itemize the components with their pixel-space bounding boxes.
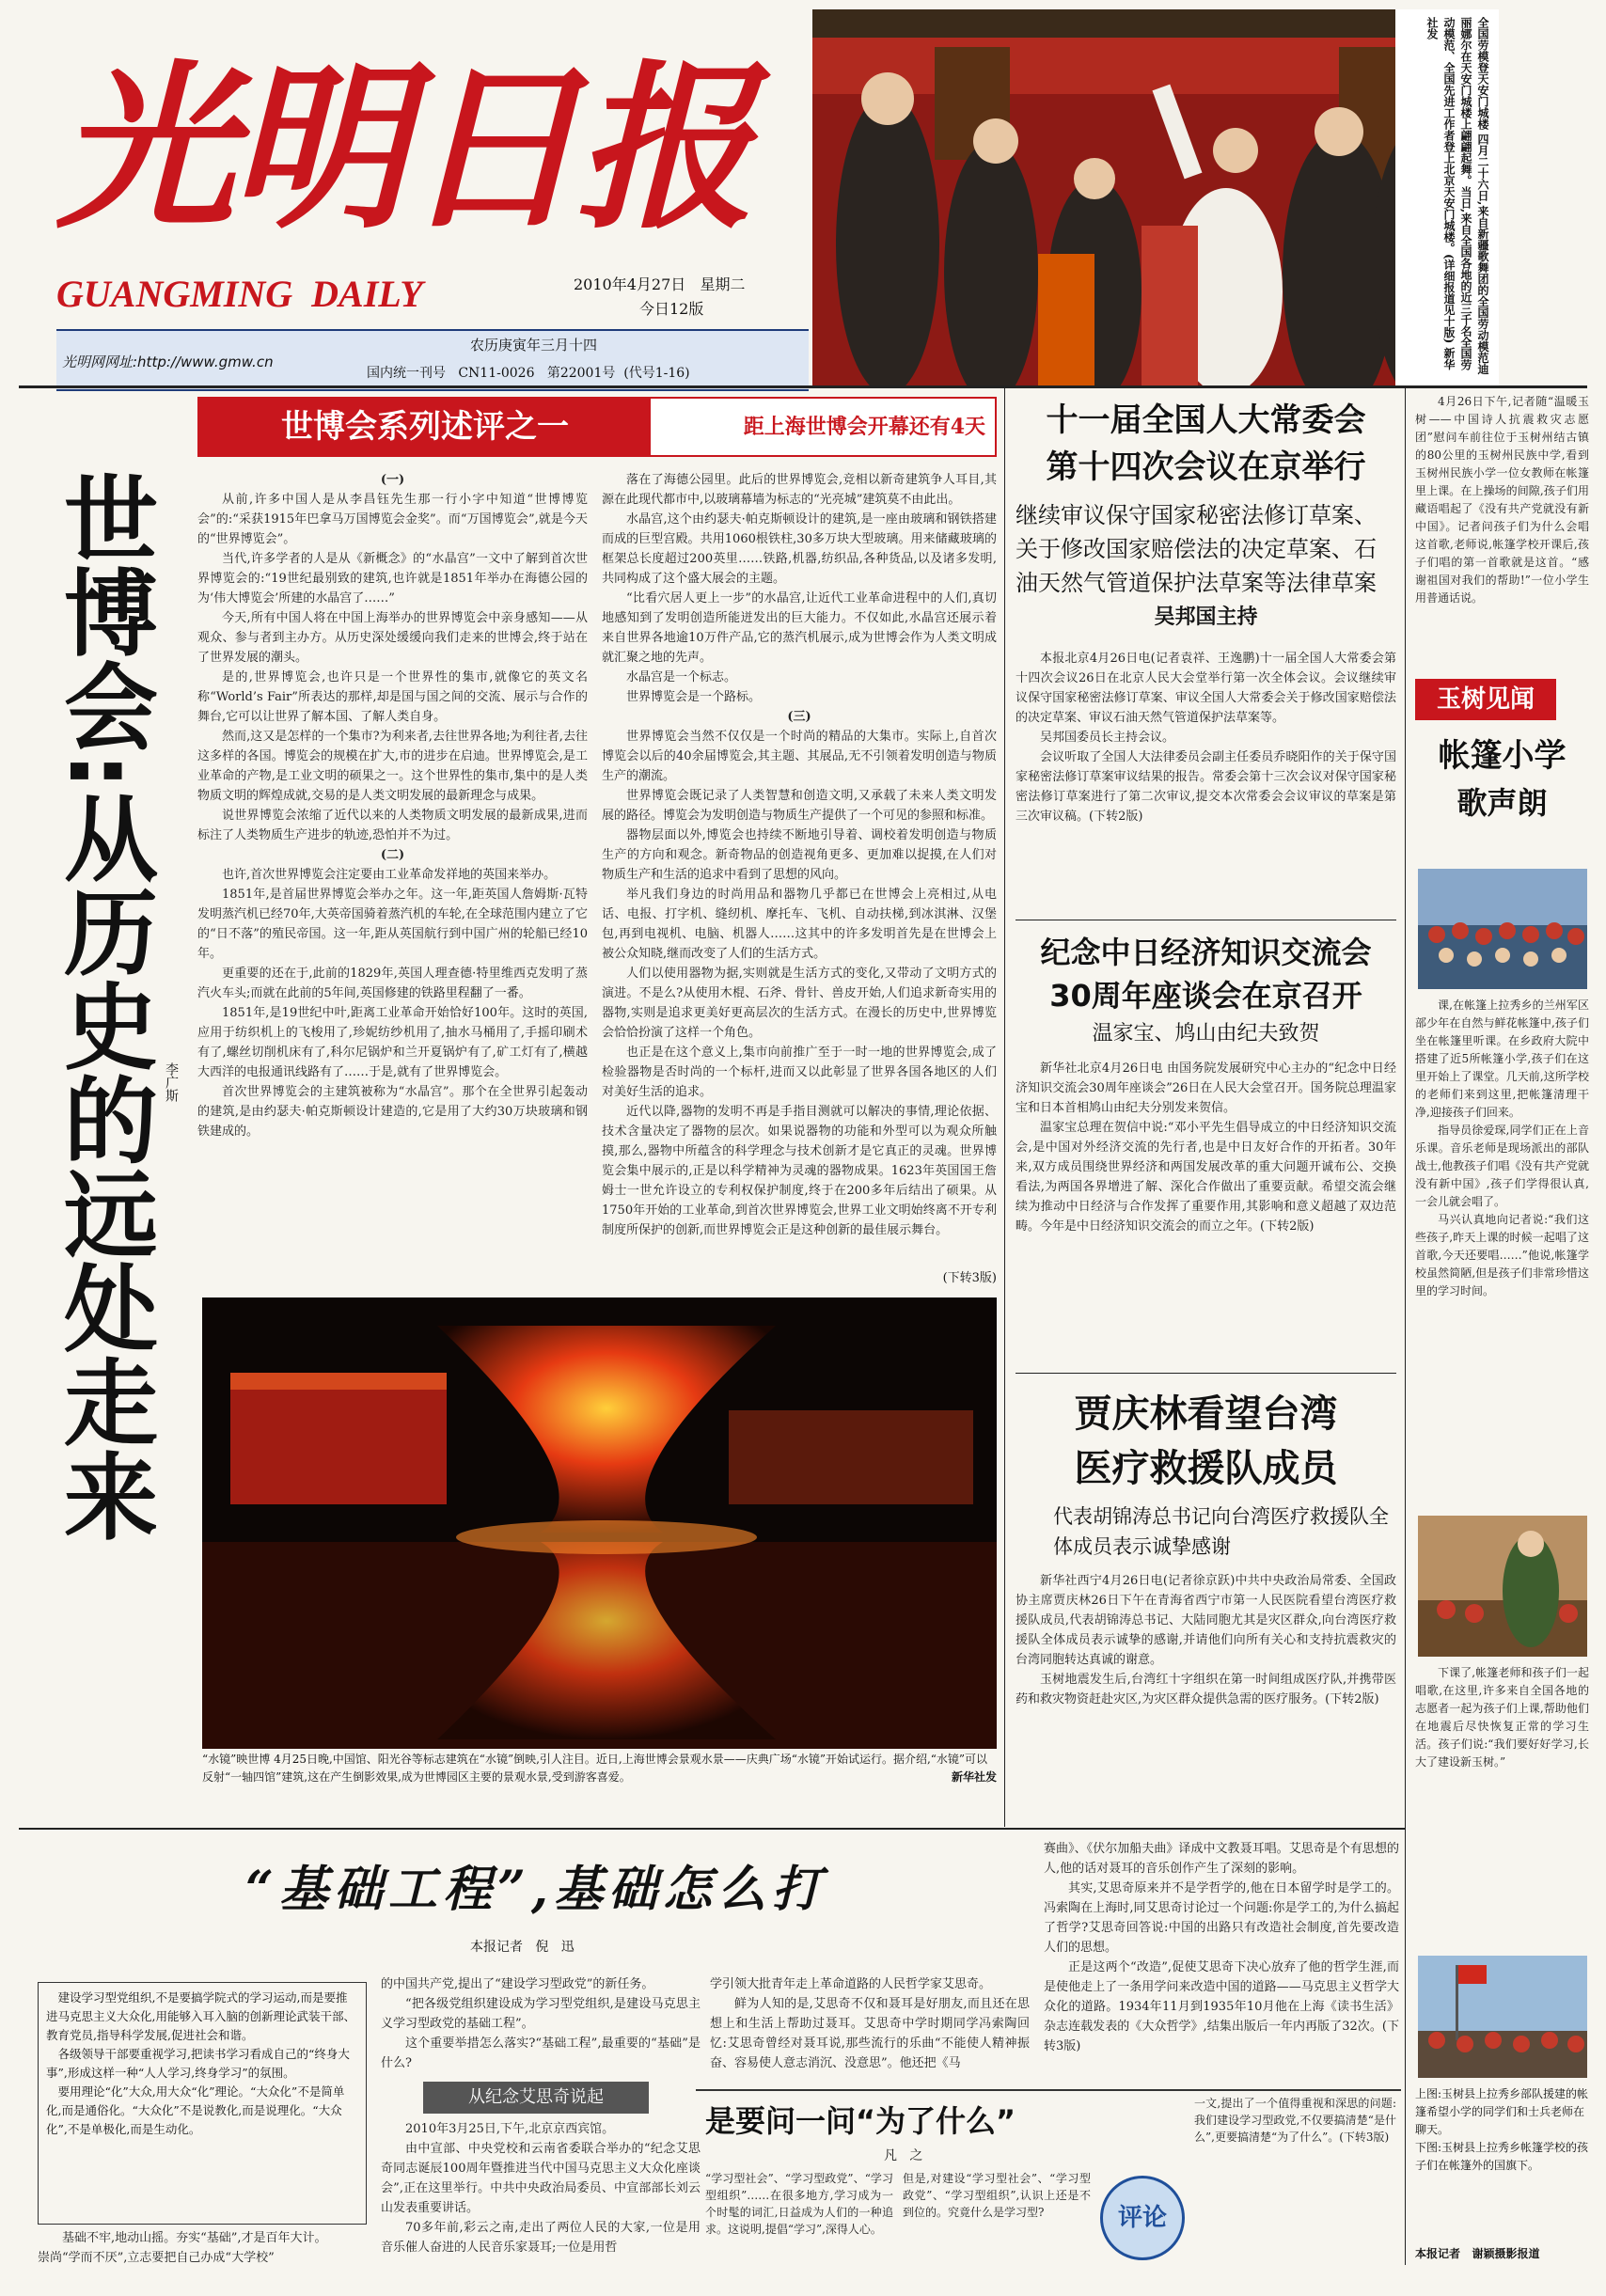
- caption-text: “水镜”映世博 4月25日晚,中国馆、阳光谷等标志建筑在“水镜”倒映,引人注目。近日,上海世博会景观水景——庆典广场“水镜”开始试运行。据介绍,“水镜”可以反射“一轴四馆”建筑,这在产生倒影效果,成为世博园区主要的景观水景,受到游客喜爱。: [202, 1753, 988, 1784]
- yushu-intro: [1415, 393, 1589, 670]
- paragraph: 4月26日下午,记者随“温暖玉树——中国诗人抗震救灾志愿团”慰问车前往位于玉树州结古镇的80公里的玉树州民族中学,看到玉树州民族小学一位女教师在帐篷里上课。在上操场的间隙,孩子们用藏语唱起了《没有共产党就没有新中国》。记者问孩子们为什么会唱这首歌,老师说,帐篷学校开课后,孩子们唱的第一首歌就是这首。“感谢祖国对我们的帮助!”一位小学生用普通话说。: [1415, 395, 1589, 605]
- sj-headline-1: 纪念中日经济知识交流会: [1040, 935, 1372, 970]
- commentary-col-3: 一文,提出了一个值得重视和深思的问题:我们建设学习型政党,不仅要搞清楚“是什么”,更要搞清楚“为了什么”。(下转3版): [1194, 2097, 1396, 2144]
- paragraph: 是的,世界博览会,也许只是一个世界性的集市,就像它的英文名称“World’s Fair”所表达的那样,却是国与国之间的交流、展示与合作的舞台,它可以让世界了解本国、了解人类自身。: [197, 670, 588, 724]
- website-link[interactable]: 光明网网址:http://www.gmw.cn: [62, 354, 274, 370]
- paragraph: 鲜为人知的是,艾思奇不仅和聂耳是好朋友,而且还在思想上和生活上帮助过聂耳。艾思奇中学时期同学冯索陶回忆:艾思奇曾经对聂耳说,那些流行的乐曲“不能使人精神振奋、容易使人意志消沉、没意思”。他还把《马: [710, 1997, 1030, 2070]
- top-photo: [812, 9, 1499, 385]
- badge-text: 评论: [1117, 2204, 1167, 2232]
- masthead-logo: 光明日报: [56, 43, 749, 253]
- lunar-date: 农历庚寅年三月十四: [470, 337, 598, 354]
- paragraph: 赛曲》、《伏尔加船夫曲》译成中文教聂耳唱。艾思奇是个有思想的人,他的话对聂耳的音乐创作产生了深刻的影响。: [1044, 1842, 1399, 1876]
- masthead: [19, 17, 809, 431]
- npc-subhead: 继续审议保守国家秘密法修订草案、关于修改国家赔偿法的决定草案、石油天然气管道保护法草案等法律草案: [1016, 502, 1377, 596]
- commentary-col-1: “学习型社会”、“学习型政党”、“学习型组织”……在很多地方,学习成为一个时髦的词汇,日益成为人们的一种追求。这说明,提倡“学习”,深得人心。: [705, 2172, 893, 2236]
- jichu-column-2b: [381, 2119, 701, 2270]
- paragraph: 本报北京4月26日电(记者袁祥、王逸鹏)十一届全国人大常委会第十四次会议26日在北京人民大会堂举行第一次全体会议。会议继续审议保守国家秘密法修订草案、审议全国人大常委会关于修改国家赔偿法的决定草案、审议石油天然气管道保护法草案等。: [1016, 652, 1396, 725]
- expo-continued: (下转3版): [903, 1267, 997, 1286]
- countdown: 距上海世博会开幕还有4天: [743, 415, 985, 439]
- npc-headline-1: 十一届全国人大常委会: [1046, 401, 1366, 439]
- paragraph: 吴邦国委员长主持会议。: [1040, 731, 1175, 745]
- paragraph: 学引领大批青年走上革命道路的人民哲学家艾思奇。: [710, 1977, 992, 1991]
- paragraph: 其实,艾思奇原来并不是学哲学的,他在日本留学时是学工的。冯索陶在上海时,同艾思奇讨论过一个问题:你是学工的,为什么搞起了哲学?艾思奇回答说:中国的出路只有改造社会制度,首先要改造人们的思想。: [1044, 1881, 1399, 1955]
- top-photo-caption: 全国劳模登天安门城楼 四月二十六日,来自新疆歌舞团的全国劳动模范迪丽娜尔在天安门城楼上翩翩起舞。当日,来自全国各地的近三千名全国劳动模范、全国先进工作者登上北京天安门城楼。(详细报道见十版) 新华社发: [1395, 9, 1499, 385]
- paragraph: 玉树地震发生后,台湾红十字组织在第一时间组成医疗队,并携带医药和救灾物资赶赴灾区,为灾区群众提供急需的医疗服务。(下转2版): [1016, 1673, 1396, 1706]
- expo-column-2: [602, 470, 997, 1288]
- paragraph: 水晶宫是一个标志。: [626, 670, 737, 684]
- photo-credit: 新华社发: [951, 1770, 997, 1784]
- paragraph: 首次世界博览会的主建筑被称为“水晶宫”。那个在全世界引起轰动的建筑,是由约瑟夫·帕克斯顿设计建造的,它是用了大约30万块玻璃和钢铁建成的。: [197, 1085, 588, 1139]
- paragraph: 世界博览会既记录了人类智慧和创造文明,又承载了未来人类文明发展的路径。博览会为发明创造与物质生产提供了一个可见的参照和标准。: [602, 789, 997, 823]
- flag-children-photo: [1418, 1956, 1587, 2078]
- jichu-headline: “基础工程”,基础怎么打: [245, 1861, 827, 1918]
- issue-date: 2010年4月27日 星期二: [574, 275, 746, 293]
- paragraph: 也许,首次世界博览会注定要由工业革命发祥地的英国来举办。: [222, 868, 557, 882]
- npc-presider: 吴邦国主持: [1154, 605, 1258, 629]
- paragraph: 1851年,是首届世界博览会举办之年。这一年,距英国人詹姆斯·瓦特发明蒸汽机已经70年,大英帝国骑着蒸汽机的车轮,在全球范围内建立了它的“日不落”的殖民帝国。这一年,距从英国航行到中国广州的轮船已经10年。: [197, 888, 588, 961]
- rule-lower-section: [19, 1828, 1405, 1830]
- jichu-byline: 本报记者 倪 迅: [470, 1940, 575, 1955]
- jichu-highlights-box: [38, 1982, 367, 2225]
- highlight-item: 建设学习型党组织,不是要搞学院式的学习运动,而是要推进马克思主义大众化,用能够入耳入脑的创新理论武装干部、教育党员,指导科学发展,促进社会和谐。: [46, 1990, 355, 2042]
- paragraph: 从前,许多中国人是从李昌钰先生那一行小字中知道“世博博览会”的:“采获1915年巴拿马万国博览会金奖”。而“万国博览会”,就是今天的“世界博览会”。: [197, 493, 588, 546]
- paragraph: 人们以使用器物为据,实则就是生活方式的变化,又带动了文明方式的演进。不是么?从使用木棍、石斧、骨针、兽皮开始,人们追求新奇实用的器物,实则是追求更美好更高层次的生活方式。在漫长的历史中,世界博览会恰恰扮演了这样一个角色。: [602, 967, 997, 1040]
- paragraph: 也正是在这个意义上,集市向前推广至于一时一地的世界博览会,成了检验器物是否时尚的一个标杆,进而又以此彰显了世界各国各地区的人们对美好生活的追求。: [602, 1046, 997, 1099]
- paragraph: 器物层面以外,博览会也持续不断地引导着、调校着发明创造与物质生产的方向和观念。新奇物品的创造视角更多、更加难以捉摸,在人们对物质生产和生活的追求中看到了思想的风向。: [602, 828, 997, 882]
- yushu-photo-top: [1418, 869, 1587, 989]
- yushu-body: [1415, 997, 1589, 1509]
- rule-under-masthead: [19, 385, 1587, 388]
- rule-news-column: [1004, 388, 1005, 1827]
- paragraph: 由中宣部、中央党校和云南省委联合举办的“纪念艾思奇同志诞辰100周年暨推进当代中国马克思主义大众化座谈会”,正在这里举行。中共中央政治局委员、中宣部部长刘云山发表重要讲话。: [381, 2142, 701, 2215]
- yushu-photo-bottom: [1418, 1956, 1587, 2078]
- jichu-column-2: [381, 1974, 701, 2078]
- highlight-item: 要用理论“化”大众,用大众“化”理论。“大众化”不是简单化,而是通俗化。“大众化”不是说教化,而是说理化。“大众化”,不是单极化,而是生动化。: [46, 2084, 345, 2136]
- issn-line: 国内统一刊号 CN11-0026 第22001号 (代号1-16): [367, 366, 690, 381]
- paragraph: 1851年,是19世纪中叶,距离工业革命开始恰好100年。这时的英国,应用于纺织机上的飞梭用了,珍妮纺纱机用了,抽水马桶用了,手摇印刷术有了,螺丝切削机床有了,科尔尼锅炉和兰开夏锅炉有了,矿工灯有了,横越大西洋的电报通讯线路有了……于是,就有了世界博览会。: [197, 1006, 588, 1079]
- rule-sj: [1016, 1373, 1396, 1374]
- yushu-photo-mid: [1418, 1516, 1587, 1657]
- commentary-author: 凡 之: [884, 2148, 923, 2163]
- commentary-box: [696, 2089, 1401, 2268]
- paragraph: 温家宝总理在贺信中说:“邓小平先生倡导成立的中日经济知识交流会,是中国对外经济交流的先行者,也是中日友好合作的开拓者。30年来,双方成员围绕世界经济和两国发展改革的重大问题开诚布公、交换看法,为两国各界增进了解、深化合作做出了重要贡献。希望交流会继续为推动中日经济与合作发挥了重要作用,其影响和意义超越了双边范畴。今年是中日经济知识交流会的而立之年。(下转2版): [1016, 1121, 1396, 1234]
- section-3-marker: (三): [787, 710, 811, 724]
- memorial-label: 从纪念艾思奇说起: [423, 2082, 649, 2114]
- paragraph: 崇尚“学而不厌”,立志要把自己办成“大学校”: [38, 2251, 275, 2265]
- tent-school-photo: [1418, 869, 1587, 989]
- section-2-marker: (二): [380, 848, 405, 862]
- paragraph: 说世界博览会浓缩了近代以来的人类物质文明发展的最新成果,进而标注了人类物质生产进步的轨迹,恐怕并不为过。: [197, 809, 588, 842]
- paragraph: 更重要的还在于,此前的1829年,英国人理查德·特里维西克发明了蒸汽火车头;而就在此前的5年间,英国修建的铁路里程翻了一番。: [197, 967, 588, 1000]
- paragraph: 70多年前,彩云之南,走出了两位人民的大家,一位是用音乐催人奋进的人民音乐家聂耳;一位是用哲: [381, 2221, 701, 2255]
- paragraph: 水晶宫,这个由约瑟夫·帕克斯顿设计的建筑,是一座由玻璃和钢铁搭建而成的巨型宫殿。共用1060根铁柱,30多万块大型玻璃。用来储藏玻璃的框架总长度超过200英里……铁路,机器,纺织品,各种货品,以及诸多发明,共同构成了这个盛大展会的主题。: [602, 512, 997, 586]
- expo-column-1: [197, 470, 588, 1288]
- yushu-credit: 本报记者 谢颖摄影报道: [1415, 2247, 1540, 2260]
- jichu-column-4: [1044, 1839, 1399, 2085]
- paragraph: 落在了海德公园里。此后的世界博览会,竞相以新奇建筑争人耳目,其源在此现代都市中,以玻璃幕墙为标志的“光亮城”建筑莫不由此出。: [602, 473, 997, 507]
- expo-banner: [197, 397, 997, 457]
- highlight-item: 各级领导干部要重视学习,把读书学习看成自己的“终身大事”,形成这样一种“人人学习,终身学习”的氛围。: [46, 2047, 350, 2080]
- rule-right-column: [1405, 388, 1406, 2265]
- jia-headline-1: 贾庆林看望台湾: [1074, 1392, 1338, 1436]
- paragraph: 的中国共产党,提出了“建设学习型政党”的新任务。: [381, 1977, 654, 1991]
- paragraph: 正是这两个“改造”,促使艾思奇下决心放弃了他的哲学生涯,而是使他走上了一条用学问来改造中国的道路——马克思主义哲学大众化的道路。1934年11月到1935年10月他在上海《读书生活》杂志连载发表的《大众哲学》,结集出版后一年内再版了32次。(下转3版): [1044, 1960, 1399, 2053]
- expo-photo: [202, 1297, 997, 1749]
- jichu-col1-tail: [38, 2228, 367, 2270]
- sj-headline-2: 30周年座谈会在京召开: [1049, 978, 1362, 1014]
- sj-subhead: 温家宝、鸠山由纪夫致贺: [1092, 1022, 1320, 1046]
- expo-headline: 世博会:从历史的远处走来: [48, 470, 158, 1542]
- section-1-marker: (一): [380, 473, 405, 487]
- expo-author: 李广斯: [164, 1062, 179, 1102]
- paragraph: 世界博览会是一个路标。: [626, 690, 762, 704]
- tent-classroom-photo: [1418, 1516, 1587, 1657]
- paragraph: 近代以降,器物的发明不再是手指目测就可以解决的事情,理论依据、技术含量决定了器物的层次。如果说器物的功能和外型可以为观众所触摸,那么,器物中所蕴含的科学理念与技术创新才是它真正的灵魂。世界博览会集中展示的,正是以科学精神为灵魂的器物成果。1623年英国国王詹姆士一世允许设立的专利权保护制度,终于在200多年后结出了硕果。从1750年开始的工业革命,到首次世界博览会,世界工业文明始终离不开专利制度所保护的创新,而世界博览会正是这种创新的最佳展示舞台。: [602, 1105, 997, 1237]
- commentary-badge: [1100, 2176, 1185, 2260]
- paragraph: “把各级党组织建设成为学习型党组织,是建设马克思主义学习型政党的基础工程”。: [381, 1997, 701, 2031]
- paragraph: 今天,所有中国人将在中国上海举办的世界博览会中亲身感知——从观众、参与者到主办方。从历史深处缓缓向我们走来的世博会,终于站在了世界发展的潮头。: [197, 611, 588, 665]
- paragraph: 世界博览会当然不仅仅是一个时尚的精品的大集市。实际上,自首次博览会以后的40余届博览会,其主题、其展品,无不引领着发明创造与物质生产的潮流。: [602, 730, 997, 783]
- yushu-photo-caption: 上图:玉树县上拉秀乡部队援建的帐篷希望小学的同学们和士兵老师在聊天。 下图:玉树县上拉秀乡帐篷学校的孩子们在帐篷外的国旗下。: [1415, 2087, 1589, 2172]
- info-bar: [56, 329, 809, 391]
- pages-count: 今日12版: [639, 300, 704, 318]
- jichu-column-3: [710, 1974, 1030, 2085]
- jia-story: [1016, 1387, 1396, 1824]
- jia-subhead: 代表胡锦涛总书记向台湾医疗救援队全体成员表示诚挚感谢: [1053, 1505, 1389, 1558]
- yushu-headline-1: 帐篷小学: [1438, 737, 1567, 775]
- paragraph: 2010年3月25日,下午,北京京西宾馆。: [405, 2122, 615, 2136]
- yushu-headline-2: 歌声朗: [1456, 785, 1548, 821]
- english-name: GUANGMING DAILY: [56, 273, 423, 315]
- commentary-col-2: 但是,对建设“学习型社会”、“学习型政党”、“学习型组织”,认识上还是不到位的。究竟什么是学习型?: [903, 2172, 1091, 2219]
- paragraph: 下课了,帐篷老师和孩子们一起唱歌,在这里,许多来自全国各地的志愿者一起为孩子们上课,帮助他们在地震后尽快恢复正常的学习生活。孩子们说:“我们要好好学习,长大了建设新玉树。”: [1415, 1666, 1589, 1769]
- paragraph: 举凡我们身边的时尚用品和器物几乎都已在世博会上亮相过,从电话、电报、打字机、缝纫机、摩托车、飞机、自动扶梯,到冰淇淋、汉堡包,再到电视机、电脑、机器人……这其中的许多发明首先是在世博会上被公众知晓,继而改变了人们的生活方式。: [602, 888, 997, 961]
- paragraph: “比看穴居人更上一步”的水晶宫,让近代工业革命进程中的人们,真切地感知到了发明创造所能迸发出的巨大能力。不仅如此,水晶宫还展示着来自世界各地逾10万件产品,它的蒸汽机展示,成为世博会作为人类文明成就汇聚之地的先声。: [602, 591, 997, 665]
- paragraph: 指导员徐爱琛,同学们正在上音乐课。音乐老师是现场派出的部队战士,他教孩子们唱《没有共产党就没有新中国》,孩子们学得很认真,一会儿就会唱了。: [1415, 1124, 1589, 1208]
- jia-headline-2: 医疗救援队成员: [1074, 1447, 1338, 1490]
- commentary-headline: 是要问一问“为了什么”: [705, 2103, 1016, 2139]
- sunshine-valley-photo: [202, 1297, 997, 1749]
- paragraph: 基础不牢,地动山摇。夯实“基础”,才是百年大计。: [62, 2231, 327, 2245]
- npc-story: [1016, 397, 1396, 914]
- npc-headline-2: 第十四次会议在京举行: [1046, 448, 1366, 486]
- yushu-label: 玉树见闻: [1415, 679, 1556, 720]
- paragraph: 马兴认真地向记者说:“我们这些孩子,昨天上课的时候一起唱了这首歌,今天还要唱……”他说,帐篷学校虽然简陋,但是孩子们非常珍惜这里的学习时间。: [1415, 1213, 1589, 1297]
- series-banner: 世博会系列述评之一: [199, 399, 651, 455]
- sino-japan-story: [1016, 931, 1396, 1354]
- paragraph: 会议听取了全国人大法律委员会副主任委员乔晓阳作的关于保守国家秘密法修订草案审议结果的报告。常委会第十三次会议对保守国家秘密法修订草案进行了第二次审议,提交本次常委会会议审议的草案是第三次审议稿。(下转2版): [1016, 750, 1396, 824]
- paragraph: 新华社北京4月26日电 由国务院发展研究中心主办的“纪念中日经济知识交流会30周年座谈会”26日在人民大会堂召开。国务院总理温家宝和日本首相鸠山由纪夫分别发来贺信。: [1016, 1062, 1396, 1115]
- paragraph: 当代,许多学者的人是从《新概念》的“水晶宫”一文中了解到首次世界博览会的:“19世纪最别致的建筑,也许就是1851年举办在海德公园的为‘伟大博览会’所建的水晶宫了……”: [197, 552, 588, 605]
- paragraph: 新华社西宁4月26日电(记者徐京跃)中共中央政治局常委、全国政协主席贾庆林26日下午在青海省西宁市第一人民医院看望台湾医疗救援队成员,代表胡锦涛总书记、大陆同胞尤其是灾区群众,向台湾医疗救援队全体成员表示诚挚的感谢,并请他们向所有关心和支持抗震救灾的台湾同胞转达真诚的谢意。: [1016, 1574, 1396, 1667]
- paragraph: 然而,这又是怎样的一个集市?为利来者,去往世界各地;为利往者,去往这多样的各国。博览会的规模在扩大,市的进步在启迪。世界博览会,是工业革命的产物,是工业文明的硕果之一。这个世界性的集市,集中的是人类物质文明的辉煌成就,交易的是人类文明发展的最新理念与成果。: [197, 730, 588, 803]
- paragraph: 这个重要举措怎么落实?“基础工程”,最重要的“基础”是什么?: [381, 2037, 701, 2070]
- expo-photo-caption: [202, 1751, 997, 1822]
- yushu-body-2: [1415, 1664, 1589, 1946]
- paragraph: 课,在帐篷上拉秀乡的兰州军区部少年在自然与鲜花帐篷中,孩子们坐在帐篷里听课。在乡政府大院中搭建了近5所帐篷小学,孩子们在这里开始上了课堂。几天前,这所学校的老师们来到这里,把帐篷清理干净,迎接孩子们回来。: [1415, 999, 1589, 1119]
